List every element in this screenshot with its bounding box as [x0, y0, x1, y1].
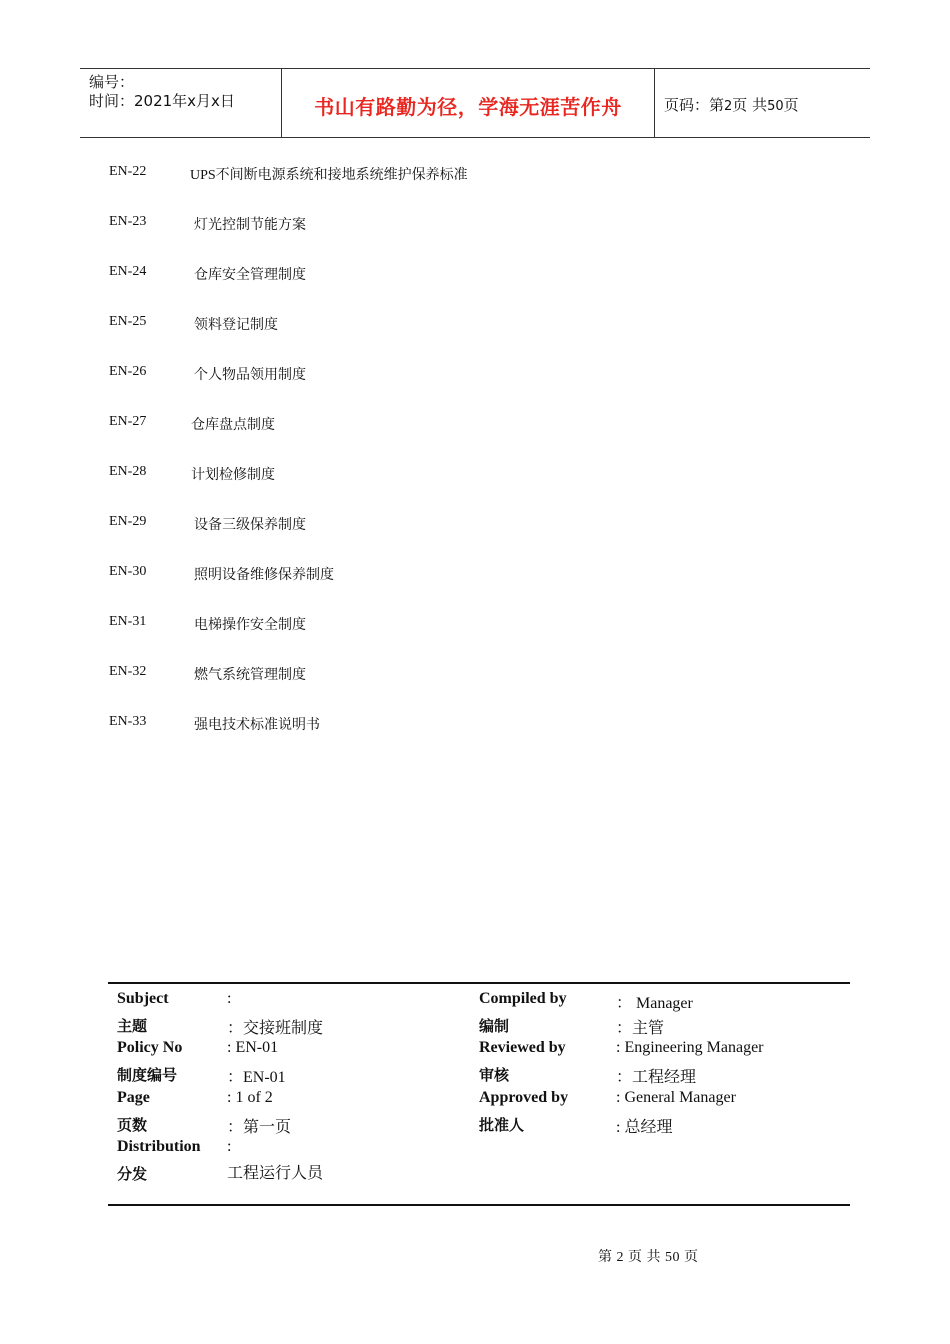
page-cn-value: ：第一页: [227, 1119, 292, 1136]
policy-code: EN-28: [109, 464, 147, 479]
policy-code: EN-29: [109, 514, 147, 529]
subject-cn-label: 主题: [117, 1017, 148, 1035]
policy-title: 计划检修制度: [191, 468, 275, 483]
reviewed-by-label: Reviewed by: [479, 1039, 566, 1056]
approved-by-value: : General Manager: [616, 1089, 736, 1106]
subject-label: Subject: [117, 990, 169, 1007]
policy-code: EN-30: [109, 564, 147, 579]
policy-code: EN-24: [109, 264, 147, 279]
subject-value: :: [227, 990, 232, 1007]
policy-code: EN-33: [109, 714, 147, 729]
document-time-label: 时间：2021年x月x日: [89, 92, 235, 110]
reviewed-by-cn-value: ：工程经理: [616, 1069, 697, 1086]
policy-title: 仓库盘点制度: [191, 418, 275, 433]
policy-title: 设备三级保养制度: [194, 518, 306, 533]
compiled-by-value: ： Manager: [616, 995, 693, 1012]
policy-code: EN-26: [109, 364, 147, 379]
header-page-total: 50: [767, 99, 784, 114]
distribution-value: :: [227, 1138, 232, 1155]
policy-code: EN-27: [109, 414, 147, 429]
policy-title: 照明设备维修保养制度: [194, 568, 334, 583]
header-meta-cell: [80, 69, 282, 137]
policy-code: EN-22: [109, 164, 147, 179]
header-page-prefix: 页码：第: [664, 96, 725, 114]
header-motto-cell: [282, 69, 655, 137]
distribution-cn-label: 分发: [117, 1165, 148, 1183]
compiled-by-cn-label: 编制: [479, 1017, 510, 1035]
header-page-indicator: [664, 94, 799, 115]
document-header: [80, 68, 870, 138]
policy-no-label: Policy No: [117, 1039, 183, 1056]
policy-no-cn-label: 制度编号: [117, 1066, 178, 1084]
reviewed-by-value: : Engineering Manager: [616, 1039, 764, 1056]
policy-title: 燃气系统管理制度: [194, 668, 306, 683]
page-cn-label: 页数: [117, 1116, 148, 1134]
policy-code: EN-25: [109, 314, 147, 329]
footer-page-number: 第 2 页 共 50 页: [598, 1250, 699, 1265]
approved-by-label: Approved by: [479, 1089, 569, 1106]
page-value: : 1 of 2: [227, 1089, 273, 1106]
policy-title: 领料登记制度: [194, 318, 278, 333]
subject-cn-value: ：交接班制度: [227, 1020, 324, 1037]
header-page-current: 2: [724, 99, 733, 114]
policy-title: 仓库安全管理制度: [194, 268, 306, 283]
header-motto: 书山有路勤为径，学海无涯苦作舟: [314, 95, 622, 119]
document-number-label: 编号：: [89, 73, 135, 91]
distribution-cn-value: 工程运行人员: [227, 1165, 324, 1182]
header-page-mid: 页 共: [732, 96, 768, 114]
page-label: Page: [117, 1089, 150, 1106]
compiled-by-cn-value: ：主管: [616, 1020, 665, 1037]
policy-title: UPS不间断电源系统和接地系统维护保养标准: [190, 168, 468, 183]
policy-code: EN-32: [109, 664, 147, 679]
policy-code: EN-31: [109, 614, 147, 629]
policy-info-box: [108, 982, 850, 1206]
policy-title: 个人物品领用制度: [194, 368, 306, 383]
policy-code: EN-23: [109, 214, 147, 229]
policy-title: 强电技术标准说明书: [194, 718, 320, 733]
header-page-suffix: 页: [783, 96, 799, 114]
policy-no-cn-value: ：EN-01: [227, 1069, 286, 1086]
distribution-label: Distribution: [117, 1138, 201, 1155]
approved-by-cn-value: : 总经理: [616, 1119, 673, 1136]
policy-title: 灯光控制节能方案: [194, 218, 306, 233]
compiled-by-label: Compiled by: [479, 990, 567, 1007]
reviewed-by-cn-label: 审核: [479, 1066, 510, 1084]
policy-title: 电梯操作安全制度: [194, 618, 306, 633]
policy-no-value: : EN-01: [227, 1039, 279, 1056]
header-page-cell: [655, 69, 870, 137]
approved-by-cn-label: 批准人: [479, 1116, 525, 1134]
